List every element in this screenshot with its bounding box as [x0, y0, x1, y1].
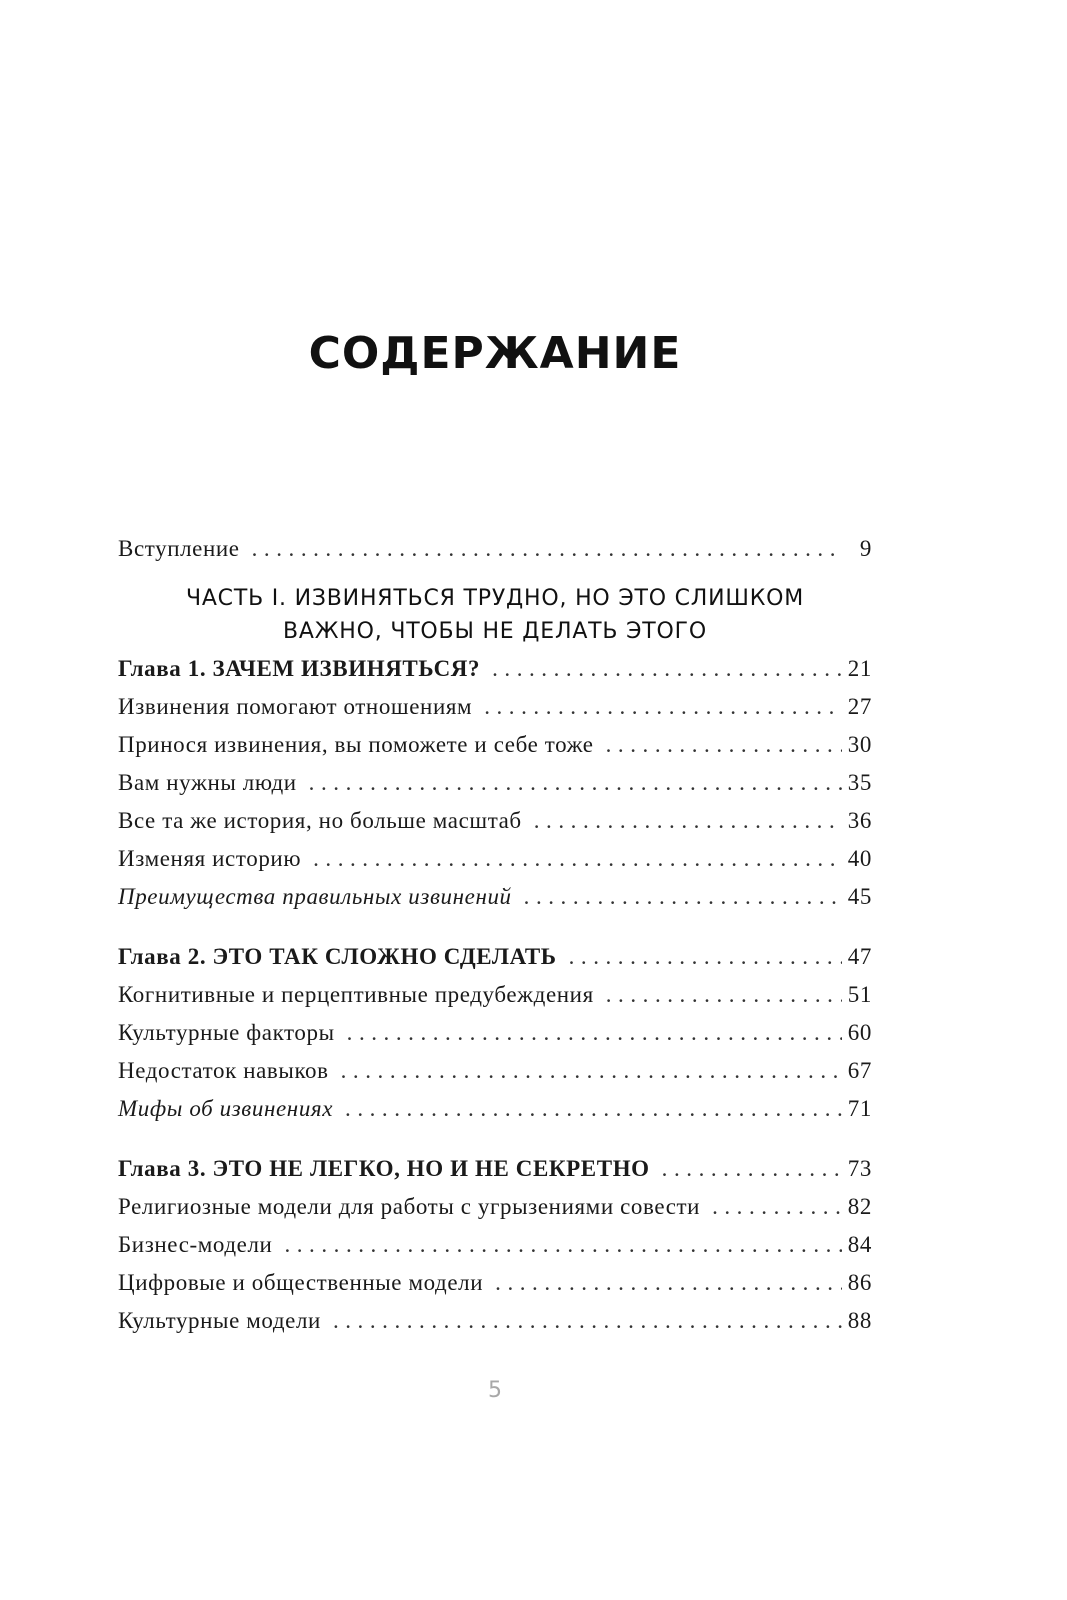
toc-entry-page: 35 [847, 770, 872, 795]
dot-leader [341, 1052, 842, 1090]
toc-entry [118, 1014, 872, 1052]
toc-entry [118, 764, 872, 802]
page-title: СОДЕРЖАНИЕ [308, 328, 682, 379]
toc-entry-label: Вступление [118, 536, 240, 561]
toc-chapter-3 [118, 1150, 872, 1188]
dot-leader [712, 1188, 842, 1226]
toc-entry-label: Недостаток навыков [118, 1058, 329, 1083]
dot-leader [309, 764, 842, 802]
toc-entry-page: 51 [847, 982, 872, 1007]
dot-leader [345, 1090, 842, 1128]
dot-leader [347, 1014, 842, 1052]
toc-entry [118, 688, 872, 726]
toc-entry-label: Вам нужны люди [118, 770, 297, 795]
toc-entry [118, 1264, 872, 1302]
toc-entry-label: Религиозные модели для работы с угрызениями совести [118, 1194, 701, 1219]
toc-entry-page: 9 [859, 536, 872, 561]
toc-entry-label: Изменяя историю [118, 846, 302, 871]
dot-leader [252, 530, 842, 568]
toc-entry-label: Бизнес-модели [118, 1232, 273, 1257]
dot-leader [534, 802, 842, 840]
toc-entry-intro [118, 530, 872, 568]
toc-entry [118, 802, 872, 840]
toc-entry [118, 1226, 872, 1264]
part-heading-line-2: ВАЖНО, ЧТОБЫ НЕ ДЕЛАТЬ ЭТОГО [283, 619, 707, 644]
spacer [118, 916, 872, 938]
chapter-label: Глава 2. ЭТО ТАК СЛОЖНО СДЕЛАТЬ [118, 944, 557, 969]
chapter-label: Глава 1. ЗАЧЕМ ИЗВИНЯТЬСЯ? [118, 656, 481, 681]
toc-entry-page: 71 [847, 1096, 872, 1121]
toc-entry-page: 60 [847, 1020, 872, 1045]
chapter-page: 47 [847, 944, 872, 969]
dot-leader [284, 1226, 842, 1264]
dot-leader [662, 1150, 842, 1188]
toc-entry [118, 1302, 872, 1340]
dot-leader [495, 1264, 842, 1302]
part-heading-line-1: ЧАСТЬ I. ИЗВИНЯТЬСЯ ТРУДНО, НО ЭТО СЛИШКОМ [185, 586, 805, 611]
table-of-contents [118, 530, 872, 1340]
part-heading [118, 582, 872, 648]
toc-entry-label: Культурные факторы [118, 1020, 335, 1045]
toc-entry [118, 1188, 872, 1226]
toc-entry-label: Преимущества правильных извинений [118, 884, 512, 909]
toc-entry-page: 67 [847, 1058, 872, 1083]
toc-entry-page: 27 [847, 694, 872, 719]
toc-entry-label: Культурные модели [118, 1308, 321, 1333]
toc-entry-page: 86 [847, 1270, 872, 1295]
dot-leader [569, 938, 842, 976]
toc-entry-page: 40 [847, 846, 872, 871]
toc-entry-label: Когнитивные и перцептивные предубеждения [118, 982, 594, 1007]
toc-entry-page: 88 [847, 1308, 872, 1333]
toc-entry-page: 30 [847, 732, 872, 757]
toc-entry-page: 36 [847, 808, 872, 833]
chapter-label: Глава 3. ЭТО НЕ ЛЕГКО, НО И НЕ СЕКРЕТНО [118, 1156, 650, 1181]
toc-chapter-1 [118, 650, 872, 688]
toc-entry [118, 976, 872, 1014]
toc-entry-label: Принося извинения, вы поможете и себе тоже [118, 732, 594, 757]
toc-entry-summary [118, 878, 872, 916]
toc-entry-label: Цифровые и общественные модели [118, 1270, 484, 1295]
toc-entry-page: 45 [847, 884, 872, 909]
page-number: 5 [488, 1378, 502, 1403]
dot-leader [333, 1302, 842, 1340]
chapter-page: 21 [847, 656, 872, 681]
toc-chapter-2 [118, 938, 872, 976]
dot-leader [484, 688, 842, 726]
toc-entry-label: Извинения помогают отношениям [118, 694, 473, 719]
toc-entry-page: 82 [847, 1194, 872, 1219]
dot-leader [606, 976, 842, 1014]
dot-leader [313, 840, 842, 878]
toc-entry-page: 84 [847, 1232, 872, 1257]
toc-entry [118, 1052, 872, 1090]
dot-leader [492, 650, 842, 688]
dot-leader [606, 726, 842, 764]
toc-entry [118, 840, 872, 878]
spacer [118, 1128, 872, 1150]
chapter-page: 73 [847, 1156, 872, 1181]
toc-entry-label: Все та же история, но больше масштаб [118, 808, 522, 833]
toc-entry-label: Мифы об извинениях [118, 1096, 334, 1121]
toc-entry [118, 726, 872, 764]
dot-leader [524, 878, 842, 916]
toc-entry-summary [118, 1090, 872, 1128]
